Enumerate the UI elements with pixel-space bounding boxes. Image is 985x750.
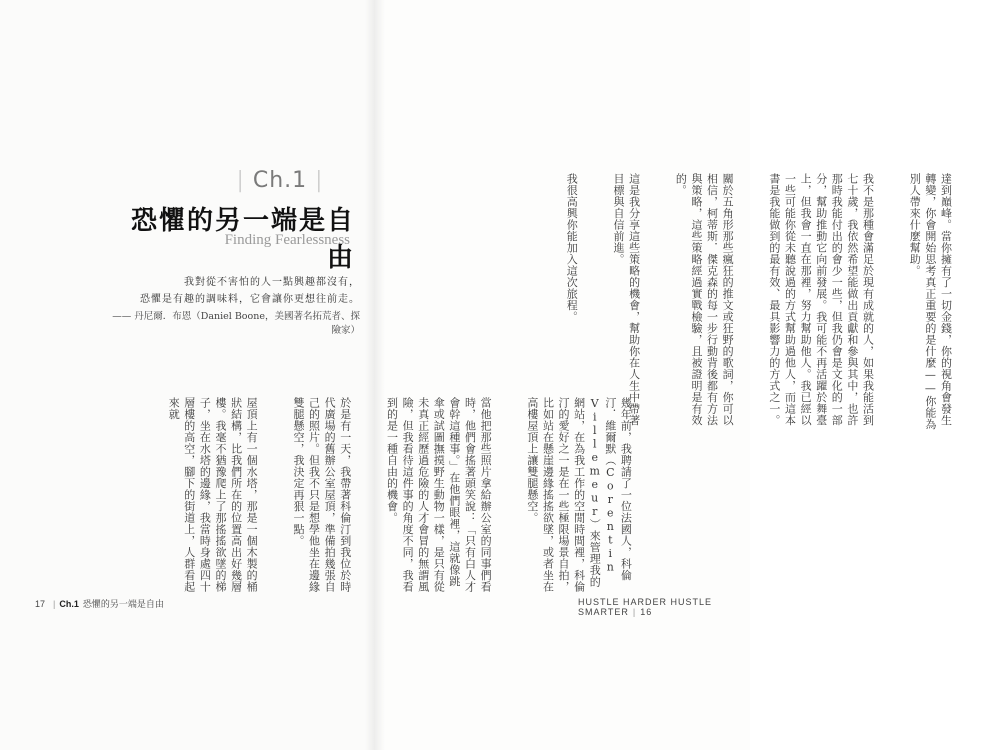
left-page — [0, 0, 375, 750]
right-page-body — [548, 173, 985, 433]
right-paragraph: 我很高興你能加入這次旅程。 — [565, 173, 579, 323]
left-paragraph: 屋頂上有一個水塔，那是一個木製的桶狀結構，比我們所在的位置高出好幾層樓。我毫不猶豫爬上了那搖搖欲墜的梯子，坐在水塔的邊緣，我當時身處四十層樓的高空，腳下的街道上，人群看起來就 — [167, 397, 259, 593]
right-page-number: 16 — [640, 607, 653, 617]
left-paragraph: 當他把那些照片拿給辦公室的同事們看時，他們會搖著頭笑說：「只有白人才會幹這種事。」在他們眼裡，這就像跳傘或試圖撫摸野生動物一樣，是只有從未真正經歷過危險的人才會冒的無謂風險，但我看待這件事的角度不同，我看到的是一種自由的機會。 — [385, 397, 493, 593]
left-page-body — [150, 397, 665, 597]
right-footer: HUSTLE HARDER HUSTLE SMARTER | 16 — [578, 597, 713, 617]
footer-chapter: Ch.1 — [59, 599, 79, 609]
left-paragraph: 幾年前，我聘請了一位法國人，科倫汀．維爾默（Corentin Villemeur）來管理我的網站，在為我工作的空閒時間裡，科倫汀的愛好之一是在一些極限場景自拍，比如站在懸崖邊緣搖搖欲墜，或者坐在高樓屋頂上讓雙腿懸空。 — [525, 397, 633, 593]
right-paragraph: 我不是那種會滿足於現有成就的人，如果我能活到七十歲，我依然希望能做出貢獻和參與其中，也許那時我能付出的會少一些，但我仍會是文化的一部分，幫助推動它向前發展。我可能不再活躍於舞臺上，但我會一直在那裡，努力幫助他人。我已經以一些可能你從未聽說過的方式幫助過他人，而這本書是我能做到的最有效、最具影響力的方式之一。 — [767, 173, 875, 426]
footer-chapter-title: 恐懼的另一端是自由 — [82, 599, 164, 609]
right-paragraph: 達到巔峰。當你擁有了一切金錢，你的視角會發生轉變，你會開始思考真正重要的是什麼——你能為別人帶來什麼幫助。 — [908, 173, 953, 430]
left-paragraph: 於是有一天，我帶著科倫汀到我位於時代廣場的舊辦公室屋頂，準備拍幾張自己的照片。但我不只是想學他坐在邊緣雙腿懸空，我決定再狠一點。 — [291, 397, 352, 593]
chapter-subtitle: Finding Fearlessness — [224, 232, 350, 248]
right-paragraph: 關於五角形那些瘋狂的推文或狂野的歌詞，你可以相信，柯蒂斯．傑克森的每一步行動背後都有方法與策略，這些策略經過實戰檢驗，且被證明是有效的。 — [674, 173, 735, 426]
left-page-number: 17 — [35, 599, 46, 609]
left-footer: 17 | Ch.1 恐懼的另一端是自由 — [35, 599, 164, 609]
epigraph-attribution: —— 丹尼爾．布恩（Daniel Boone，美國著名拓荒者、探險家） — [112, 311, 360, 336]
epigraph-line: 我對從不害怕的人一點興趣都沒有， — [184, 277, 360, 288]
right-paragraph: 這是我分享這些策略的機會，幫助你在人生中帶著目標與自信前進。 — [611, 173, 641, 426]
epigraph-line: 恐懼是有趣的調味料，它會讓你更想往前走。 — [140, 294, 360, 305]
footer-book-title: HUSTLE HARDER HUSTLE SMARTER — [578, 597, 713, 617]
chapter-number: Ch.1 — [252, 168, 308, 193]
book-gutter — [365, 0, 385, 750]
chapter-label: | Ch.1 | — [236, 168, 324, 193]
chapter-title: 恐懼的另一端是自由 — [130, 206, 355, 273]
